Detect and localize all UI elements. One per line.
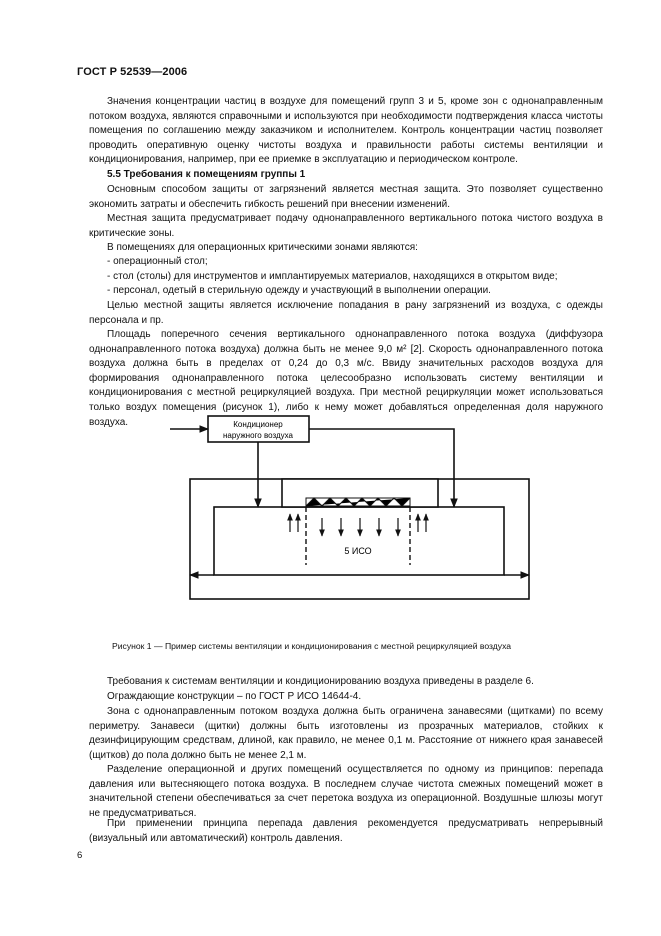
paragraph-local-protection: Основным способом защиты от загрязнений является местная защита. Это позволяет существенно экономить затраты и обеспечить гибкость решений при внесении изменений.	[89, 184, 603, 210]
hepa-filter	[306, 498, 410, 506]
list-item: - персонал, одетый в стерильную одежду и участвующий в выполнении операции.	[107, 285, 491, 296]
paragraph-unidirectional-flow: Местная защита предусматривает подачу однонаправленного вертикального потока чистого воздуха в критические зоны.	[89, 213, 603, 239]
paragraph-critical-zones-intro: В помещениях для операционных критическими зонами являются:	[107, 242, 418, 253]
paragraph-curtains: Зона с однонаправленным потоком воздуха должна быть ограничена занавесями (щитками) по всему периметру. Занавеси (щитки) должны быть изготовлены из прозрачных материалов, стойких к дезинфицирующим средствам, длиной, как правило, не менее 0,1 м. Расстояние от нижнего края занавесей (щитков) до пола должно быть не менее 2,1 м.	[89, 706, 603, 761]
paragraph-protection-goal: Целью местной защиты является исключение попадания в рану загрязнений из воздуха, с одежды персонала и пр.	[89, 300, 603, 326]
paragraph-enclosures: Ограждающие конструкции – по ГОСТ Р ИСО 14644-4.	[107, 691, 362, 702]
conditioner-label-line2: наружного воздуха	[223, 431, 293, 440]
cleanroom-class-label: 5 ИСО	[344, 546, 372, 556]
figure-caption: Рисунок 1 — Пример системы вентиляции и кондиционирования с местной рециркуляцией воздуха	[112, 641, 512, 651]
paragraph-particle-concentration: Значения концентрации частиц в воздухе для помещений групп 3 и 5, кроме зон с однонаправленным потоком воздуха, являются справочными и используются при необходимости подтверждения класса чистоты помещения по соглашению между заказчиком и исполнителем. Контроль концентрации частиц позволяет проводить оперативную оценку чистоты воздуха и правильности работы системы вентиляции и кондиционирования, например, при ее приемке в эксплуатацию и периодическом контроле.	[89, 96, 603, 166]
page-number: 6	[77, 850, 83, 861]
paragraph-cross-section-area: Площадь поперечного сечения вертикального однонаправленного потока воздуха (диффузора однонаправленного потока воздуха) должна быть не менее 9,0 м² [2]. Скорость однонаправленного потока воздуха должна быть в пределах от 0,24 до 0,3 м/с. Ввиду значительных расходов воздуха для формирования однонаправленного потока целесообразно использовать систему вентиляции и кондиционирования с местной рециркуляцией воздуха. При местной рециркуляции может использоваться только воздух помещения (рисунок 1), либо к нему может добавляться определенная доля наружного воздуха.	[89, 329, 603, 428]
paragraph-pressure-control: При применении принципа перепада давления рекомендуется предусматривать непрерывный (визуальный или автоматический) контроль давления.	[89, 818, 603, 844]
list-item: - операционный стол;	[107, 256, 208, 267]
paragraph-separation: Разделение операционной и других помещений осуществляется по одному из принципов: перепада давления или вытесняющего потока воздуха. В последнем случае чистота смежных помещений может в значительной степени обеспечиваться за счет перетока воздуха из операционной. Воздушные шлюзы могут не предусматриваться.	[89, 764, 603, 819]
list-item: - стол (столы) для инструментов и имплантируемых материалов, находящихся в открытом виде;	[107, 271, 558, 282]
section-heading-5-5: 5.5 Требования к помещениям группы 1	[107, 169, 306, 180]
figure-ventilation-diagram	[160, 410, 540, 635]
document-header: ГОСТ Р 52539—2006	[77, 66, 188, 78]
operating-room	[214, 507, 504, 575]
conditioner-label-line1: Кондиционер	[233, 420, 283, 429]
paragraph-hvac-requirements: Требования к системам вентиляции и кондиционированию воздуха приведены в разделе 6.	[107, 676, 534, 687]
